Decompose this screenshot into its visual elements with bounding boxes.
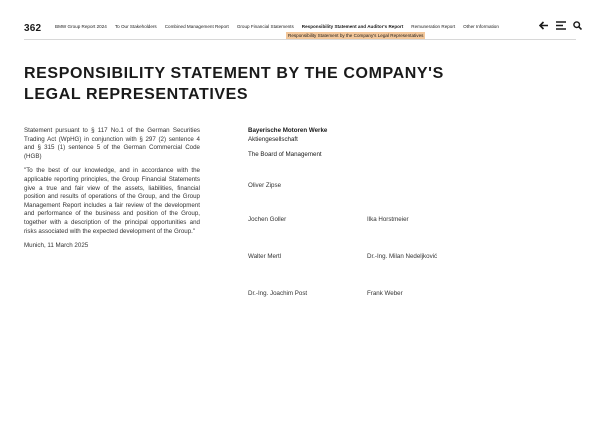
- signatory: Frank Weber: [367, 290, 403, 297]
- header-divider: [24, 39, 576, 40]
- board-label: The Board of Management: [248, 151, 322, 158]
- signatory: Ilka Horstmeier: [367, 216, 409, 223]
- nav-other-information[interactable]: Other Information: [463, 24, 499, 29]
- page-title-line-1: RESPONSIBILITY STATEMENT BY THE COMPANY'S: [24, 65, 444, 82]
- nav-responsibility-statement[interactable]: Responsibility Statement and Auditor's Report: [301, 24, 404, 29]
- toolbar: [539, 21, 582, 33]
- statement-text: "To the best of our knowledge, and in accordance with the applicable reporting principles, the Group Financial Statements give a true and fair view of the assets, liabilities, financial position and results of operations of the Group, and the Group Management Report includes a fair review of the development and performance of the business and position of the Group, together with a description of the principal opportunities and risks associated with the expected development of the Group.": [24, 167, 200, 235]
- signatory: Dr.-Ing. Milan Nedeljković: [367, 253, 438, 260]
- company-block: [248, 127, 327, 144]
- nav-remuneration-report[interactable]: Remuneration Report: [411, 24, 456, 29]
- place-date: Munich, 11 March 2025: [24, 242, 89, 250]
- back-arrow-icon[interactable]: [539, 21, 549, 33]
- signatory: Oliver Zipse: [248, 182, 282, 189]
- statement-column: [24, 127, 200, 257]
- subnav-current-section[interactable]: Responsibility Statement by the Company's Legal Representatives: [288, 33, 424, 38]
- signatory: Dr.-Ing. Joachim Post: [248, 290, 308, 297]
- nav-report[interactable]: BMW Group Report 2024: [55, 24, 107, 29]
- company-name: Bayerische Motoren Werke: [248, 127, 328, 134]
- nav-stakeholders[interactable]: To Our Stakeholders: [114, 24, 157, 29]
- menu-icon[interactable]: [556, 21, 566, 33]
- nav-financial-statements[interactable]: Group Financial Statements: [236, 24, 294, 29]
- top-navigation: [55, 24, 499, 29]
- page-number: 362: [24, 23, 42, 34]
- page-title: [24, 63, 444, 105]
- company-type: Aktiengesellschaft: [248, 135, 298, 143]
- search-icon[interactable]: [573, 21, 582, 33]
- signatory: Jochen Goller: [248, 216, 287, 223]
- page-title-line-2: LEGAL REPRESENTATIVES: [24, 86, 249, 103]
- statement-intro: Statement pursuant to § 117 No.1 of the German Securities Trading Act (WpHG) in conjunction with § 297 (2) sentence 4 and § 315 (1) sentence 5 of the German Commercial Code (HGB): [24, 127, 200, 160]
- signatory: Walter Mertl: [248, 253, 282, 260]
- nav-management-report[interactable]: Combined Management Report: [164, 24, 229, 29]
